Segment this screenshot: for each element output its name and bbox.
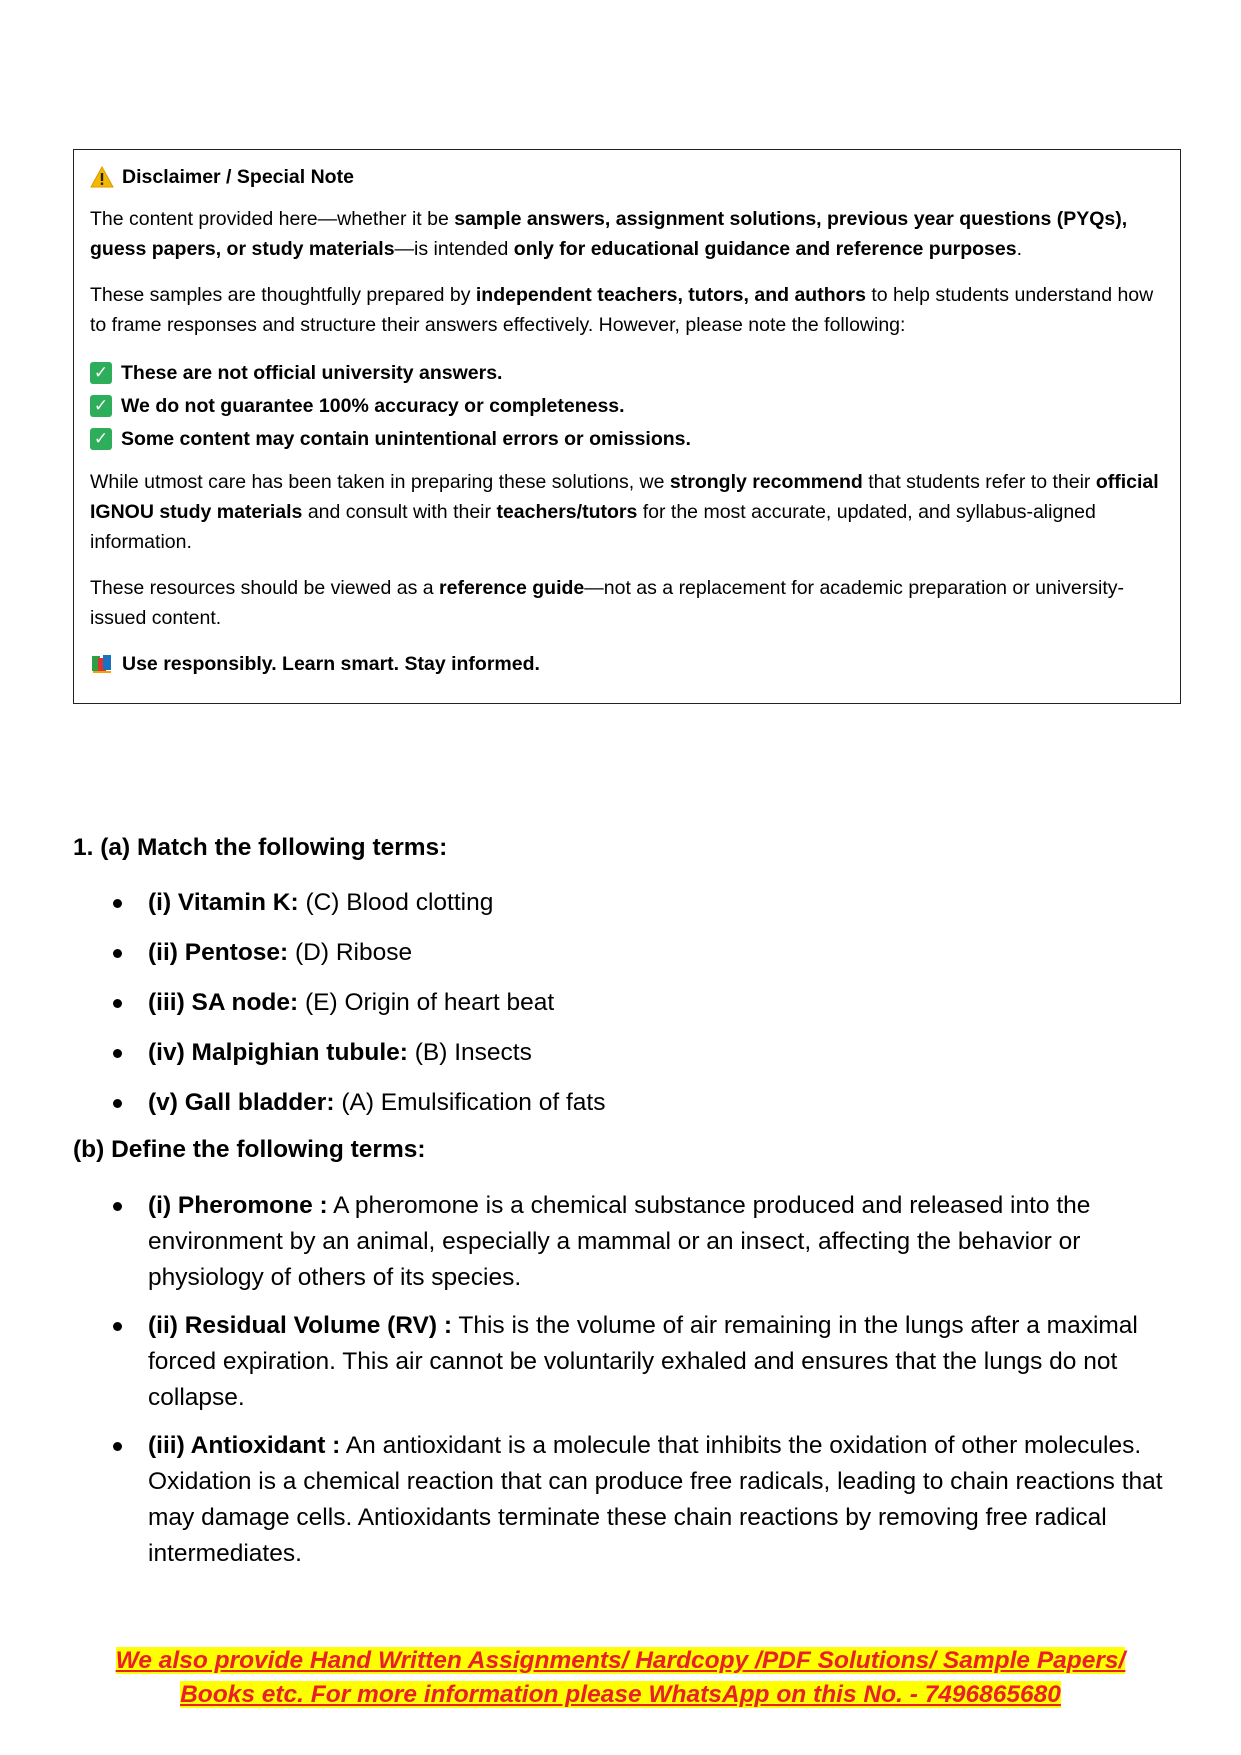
match-term: (ii) Pentose: — [148, 939, 289, 966]
match-term: (i) Vitamin K: — [148, 889, 299, 916]
disclaimer-paragraph-2 — [90, 280, 1164, 340]
bold-run: official IGNOU study materials — [90, 471, 1159, 523]
disclaimer-footer — [90, 649, 1164, 679]
text-run: These samples are thoughtfully prepared by — [90, 284, 476, 306]
list-item — [73, 880, 1183, 930]
disclaimer-box — [73, 149, 1181, 704]
text-run: and consult with their — [302, 501, 497, 523]
promo-banner — [0, 1644, 1241, 1712]
disclaimer-title — [90, 162, 1164, 192]
bold-run: sample answers, assignment solutions, previous year questions (PYQs), guess papers, or study materials — [90, 208, 1128, 260]
list-item — [73, 980, 1183, 1030]
checklist-item-text: We do not guarantee 100% accuracy or completeness. — [121, 394, 625, 417]
text-run: —not as a replacement for academic preparation or university-issued content. — [90, 577, 1125, 629]
bold-run: reference guide — [439, 577, 585, 599]
disclaimer-paragraph-3 — [90, 467, 1164, 557]
match-list — [73, 880, 1183, 1130]
disclaimer-title-text: Disclaimer / Special Note — [122, 166, 354, 188]
books-icon — [90, 653, 114, 675]
match-answer: (A) Emulsification of fats — [334, 1089, 606, 1116]
match-answer: (D) Ribose — [288, 939, 413, 966]
match-term: (iv) Malpighian tubule: — [148, 1039, 408, 1066]
match-answer: (C) Blood clotting — [298, 889, 494, 916]
check-icon: ✓ — [90, 428, 112, 450]
list-item — [73, 1188, 1183, 1296]
definition-text: An antioxidant is a molecule that inhibits the oxidation of other molecules. Oxidation is a chemical reaction that can produce free radicals, leading to chain reactions that may damage cells. Antioxidants terminate these chain reactions by removing free radical intermediates. — [148, 1432, 1163, 1567]
part-b-heading: (b) Define the following terms: — [73, 1136, 426, 1163]
promo-line-2-text: Books etc. For more information please WhatsApp on this No. - 7496865680 — [180, 1681, 1061, 1708]
bold-run: independent teachers, tutors, and authors — [475, 284, 866, 306]
definition-term: (i) Pheromone : — [148, 1192, 328, 1219]
list-item — [73, 1080, 1183, 1130]
text-run: for the most accurate, updated, and syllabus-aligned information. — [90, 501, 1096, 553]
checklist — [90, 356, 1164, 455]
list-item — [73, 930, 1183, 980]
match-term: (iii) SA node: — [148, 989, 299, 1016]
definition-text: A pheromone is a chemical substance produced and released into the environment by an animal, especially a mammal or an insect, affecting the behavior or physiology of others of its species. — [148, 1192, 1091, 1291]
promo-line-1 — [0, 1644, 1241, 1678]
checklist-item — [90, 389, 1164, 422]
definition-list — [73, 1188, 1183, 1572]
disclaimer-footer-text: Use responsibly. Learn smart. Stay informed. — [122, 653, 540, 675]
definition-term: (iii) Antioxidant : — [148, 1432, 341, 1459]
text-run: that students refer to their — [862, 471, 1096, 493]
check-icon: ✓ — [90, 395, 112, 417]
promo-line-2 — [0, 1678, 1241, 1712]
question-section — [73, 828, 1183, 1584]
disclaimer-paragraph-1 — [90, 204, 1164, 264]
checklist-item-text: Some content may contain unintentional errors or omissions. — [121, 427, 691, 450]
bold-run: strongly recommend — [669, 471, 863, 493]
match-answer: (B) Insects — [407, 1039, 532, 1066]
match-answer: (E) Origin of heart beat — [298, 989, 555, 1016]
checklist-item — [90, 422, 1164, 455]
text-run: to help students understand how to frame responses and structure their answers effectively. However, please note the following: — [90, 284, 1154, 336]
text-run: The content provided here—whether it be — [90, 208, 455, 230]
promo-line-1-text: We also provide Hand Written Assignments/ Hardcopy /PDF Solutions/ Sample Papers/ — [115, 1647, 1126, 1674]
list-item — [73, 1030, 1183, 1080]
text-run: —is intended — [394, 238, 514, 260]
disclaimer-paragraph-4 — [90, 573, 1164, 633]
text-run: . — [1016, 238, 1023, 260]
list-item — [73, 1308, 1183, 1416]
match-term: (v) Gall bladder: — [148, 1089, 335, 1116]
list-item — [73, 1428, 1183, 1572]
definition-term: (ii) Residual Volume (RV) : — [148, 1312, 453, 1339]
text-run: While utmost care has been taken in preparing these solutions, we — [90, 471, 670, 493]
bold-run: teachers/tutors — [496, 501, 638, 523]
checklist-item — [90, 356, 1164, 389]
definition-text: This is the volume of air remaining in the lungs after a maximal forced expiration. This air cannot be voluntarily exhaled and ensures that the lungs do not collapse. — [148, 1312, 1138, 1411]
part-a-heading: 1. (a) Match the following terms: — [73, 834, 448, 861]
checklist-item-text: These are not official university answers. — [121, 361, 503, 384]
check-icon: ✓ — [90, 362, 112, 384]
bold-run: only for educational guidance and reference purposes — [513, 238, 1017, 260]
warning-icon — [90, 166, 114, 188]
text-run: These resources should be viewed as a — [90, 577, 440, 599]
